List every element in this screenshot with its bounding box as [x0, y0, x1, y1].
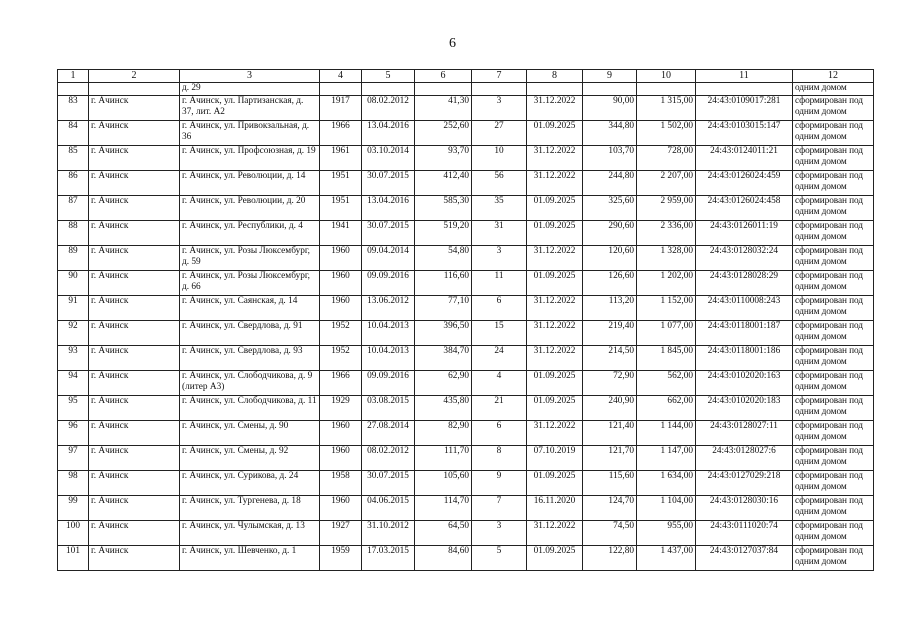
- table-row: [58, 271, 874, 296]
- address-cell: г. Ачинск, ул. Профсоюзная, д. 19: [180, 146, 320, 171]
- cost-cell: 1 502,00: [637, 121, 696, 146]
- deadline-cell: 31.12.2022: [527, 96, 583, 121]
- city-cell: г. Ачинск: [89, 521, 180, 546]
- table-row: [58, 171, 874, 196]
- cadastral-number-cell: 24:43:0126024:459: [696, 171, 793, 196]
- land-area-cell: 126,60: [583, 271, 637, 296]
- area-cell: 54,80: [415, 246, 472, 271]
- table-row: [58, 321, 874, 346]
- residents-cell: 7: [472, 496, 527, 521]
- status-cell: сформирован под одним домом: [793, 271, 874, 296]
- area-cell: 77,10: [415, 296, 472, 321]
- land-area-cell: 214,50: [583, 346, 637, 371]
- land-area-cell: 120,60: [583, 246, 637, 271]
- status-cell: сформирован под одним домом: [793, 496, 874, 521]
- residents-cell: 27: [472, 121, 527, 146]
- deadline-cell: 01.09.2025: [527, 371, 583, 396]
- table-row: [58, 396, 874, 421]
- table-row: [58, 96, 874, 121]
- residents-cell: 31: [472, 221, 527, 246]
- land-area-cell: 122,80: [583, 546, 637, 571]
- table-body: [58, 70, 874, 571]
- address-cell: г. Ачинск, ул. Смены, д. 92: [180, 446, 320, 471]
- land-area-cell: 240,90: [583, 396, 637, 421]
- address-cell: г. Ачинск, ул. Привокзальная, д. 36: [180, 121, 320, 146]
- address-cell: г. Ачинск, ул. Розы Люксембург, д. 59: [180, 246, 320, 271]
- year-built-cell: 1951: [320, 196, 362, 221]
- cost-cell: 1 437,00: [637, 546, 696, 571]
- table-row: [58, 546, 874, 571]
- residents-cell: 35: [472, 196, 527, 221]
- area-cell: 435,80: [415, 396, 472, 421]
- cost-cell: 728,00: [637, 146, 696, 171]
- empty-cell: [320, 83, 362, 96]
- cadastral-number-cell: 24:43:0102020:163: [696, 371, 793, 396]
- row-number-cell: 92: [58, 321, 89, 346]
- area-cell: 93,70: [415, 146, 472, 171]
- city-cell: г. Ачинск: [89, 346, 180, 371]
- area-cell: 105,60: [415, 471, 472, 496]
- city-cell: г. Ачинск: [89, 471, 180, 496]
- deadline-cell: 01.09.2025: [527, 396, 583, 421]
- area-cell: 519,20: [415, 221, 472, 246]
- deadline-cell: 01.09.2025: [527, 121, 583, 146]
- city-cell: г. Ачинск: [89, 96, 180, 121]
- city-cell: г. Ачинск: [89, 246, 180, 271]
- area-cell: 82,90: [415, 421, 472, 446]
- status-cell: сформирован под одним домом: [793, 146, 874, 171]
- date-cell: 13.04.2016: [362, 121, 415, 146]
- date-cell: 30.07.2015: [362, 171, 415, 196]
- status-cell: сформирован под одним домом: [793, 121, 874, 146]
- status-cell: сформирован под одним домом: [793, 246, 874, 271]
- row-number-cell: 99: [58, 496, 89, 521]
- deadline-cell: 16.11.2020: [527, 496, 583, 521]
- cost-cell: 955,00: [637, 521, 696, 546]
- area-cell: 41,30: [415, 96, 472, 121]
- column-number-header: 11: [696, 70, 793, 83]
- status-cell: сформирован под одним домом: [793, 296, 874, 321]
- area-cell: 111,70: [415, 446, 472, 471]
- cost-cell: 2 336,00: [637, 221, 696, 246]
- deadline-cell: 01.09.2025: [527, 196, 583, 221]
- residents-cell: 10: [472, 146, 527, 171]
- row-number-cell: 94: [58, 371, 89, 396]
- land-area-cell: 72,90: [583, 371, 637, 396]
- row-number-cell: 97: [58, 446, 89, 471]
- address-cell: г. Ачинск, ул. Слободчикова, д. 9 (литер А3): [180, 371, 320, 396]
- city-cell: г. Ачинск: [89, 321, 180, 346]
- deadline-cell: 01.09.2025: [527, 271, 583, 296]
- cadastral-number-cell: 24:43:0102020:183: [696, 396, 793, 421]
- date-cell: 13.04.2016: [362, 196, 415, 221]
- date-cell: 04.06.2015: [362, 496, 415, 521]
- land-area-cell: 103,70: [583, 146, 637, 171]
- column-number-header: 6: [415, 70, 472, 83]
- residents-cell: 15: [472, 321, 527, 346]
- city-cell: г. Ачинск: [89, 146, 180, 171]
- status-cell: сформирован под одним домом: [793, 371, 874, 396]
- row-number-cell: 96: [58, 421, 89, 446]
- land-area-cell: 325,60: [583, 196, 637, 221]
- cost-cell: 1 634,00: [637, 471, 696, 496]
- year-built-cell: 1960: [320, 421, 362, 446]
- city-cell: г. Ачинск: [89, 546, 180, 571]
- residents-cell: 5: [472, 546, 527, 571]
- table-row: [58, 421, 874, 446]
- cadastral-number-cell: 24:43:0126011:19: [696, 221, 793, 246]
- row-number-cell: 101: [58, 546, 89, 571]
- cadastral-number-cell: 24:43:0128030:16: [696, 496, 793, 521]
- date-cell: 03.08.2015: [362, 396, 415, 421]
- status-cell: сформирован под одним домом: [793, 96, 874, 121]
- empty-cell: [583, 83, 637, 96]
- cadastral-number-cell: 24:43:0128032:24: [696, 246, 793, 271]
- year-built-cell: 1941: [320, 221, 362, 246]
- address-cell: г. Ачинск, ул. Свердлова, д. 93: [180, 346, 320, 371]
- city-cell: г. Ачинск: [89, 446, 180, 471]
- cadastral-number-cell: 24:43:0109017:281: [696, 96, 793, 121]
- deadline-cell: 31.12.2022: [527, 246, 583, 271]
- deadline-cell: 31.12.2022: [527, 346, 583, 371]
- column-number-header: 10: [637, 70, 696, 83]
- deadline-cell: 31.12.2022: [527, 171, 583, 196]
- date-cell: 31.10.2012: [362, 521, 415, 546]
- date-cell: 17.03.2015: [362, 546, 415, 571]
- cost-cell: 1 104,00: [637, 496, 696, 521]
- column-number-header: 4: [320, 70, 362, 83]
- year-built-cell: 1960: [320, 246, 362, 271]
- deadline-cell: 31.12.2022: [527, 296, 583, 321]
- date-cell: 08.02.2012: [362, 96, 415, 121]
- year-built-cell: 1960: [320, 496, 362, 521]
- city-cell: г. Ачинск: [89, 421, 180, 446]
- residents-cell: 3: [472, 96, 527, 121]
- table-row: [58, 196, 874, 221]
- land-area-cell: 244,80: [583, 171, 637, 196]
- year-built-cell: 1966: [320, 121, 362, 146]
- cost-cell: 662,00: [637, 396, 696, 421]
- cadastral-number-cell: 24:43:0103015:147: [696, 121, 793, 146]
- year-built-cell: 1951: [320, 171, 362, 196]
- row-number-cell: 93: [58, 346, 89, 371]
- land-area-cell: 290,60: [583, 221, 637, 246]
- status-cell: сформирован под одним домом: [793, 396, 874, 421]
- residents-cell: 8: [472, 446, 527, 471]
- land-area-cell: 74,50: [583, 521, 637, 546]
- table-row: [58, 221, 874, 246]
- address-cell: г. Ачинск, ул. Чулымская, д. 13: [180, 521, 320, 546]
- year-built-cell: 1960: [320, 446, 362, 471]
- deadline-cell: 31.12.2022: [527, 146, 583, 171]
- city-cell: г. Ачинск: [89, 196, 180, 221]
- residents-cell: 6: [472, 421, 527, 446]
- deadline-cell: 01.09.2025: [527, 471, 583, 496]
- land-area-cell: 121,70: [583, 446, 637, 471]
- area-cell: 412,40: [415, 171, 472, 196]
- row-number-cell: 91: [58, 296, 89, 321]
- status-continuation-cell: одним домом: [793, 83, 874, 96]
- row-number-cell: 89: [58, 246, 89, 271]
- cadastral-number-cell: 24:43:0127037:84: [696, 546, 793, 571]
- city-cell: г. Ачинск: [89, 121, 180, 146]
- city-cell: г. Ачинск: [89, 271, 180, 296]
- year-built-cell: 1961: [320, 146, 362, 171]
- year-built-cell: 1966: [320, 371, 362, 396]
- cost-cell: 2 207,00: [637, 171, 696, 196]
- deadline-cell: 31.12.2022: [527, 421, 583, 446]
- column-number-header-row: [58, 70, 874, 83]
- row-number-cell: 100: [58, 521, 89, 546]
- year-built-cell: 1960: [320, 296, 362, 321]
- status-cell: сформирован под одним домом: [793, 221, 874, 246]
- cost-cell: 1 147,00: [637, 446, 696, 471]
- residents-cell: 3: [472, 246, 527, 271]
- empty-cell: [472, 83, 527, 96]
- year-built-cell: 1959: [320, 546, 362, 571]
- status-cell: сформирован под одним домом: [793, 471, 874, 496]
- area-cell: 396,50: [415, 321, 472, 346]
- column-number-header: 3: [180, 70, 320, 83]
- cadastral-number-cell: 24:43:0124011:21: [696, 146, 793, 171]
- column-number-header: 2: [89, 70, 180, 83]
- column-number-header: 8: [527, 70, 583, 83]
- date-cell: 09.04.2014: [362, 246, 415, 271]
- city-cell: г. Ачинск: [89, 496, 180, 521]
- empty-cell: [696, 83, 793, 96]
- row-number-cell: 85: [58, 146, 89, 171]
- year-built-cell: 1958: [320, 471, 362, 496]
- cost-cell: 1 202,00: [637, 271, 696, 296]
- column-number-header: 12: [793, 70, 874, 83]
- city-cell: г. Ачинск: [89, 221, 180, 246]
- status-cell: сформирован под одним домом: [793, 521, 874, 546]
- status-cell: сформирован под одним домом: [793, 546, 874, 571]
- city-cell: г. Ачинск: [89, 371, 180, 396]
- date-cell: 13.06.2012: [362, 296, 415, 321]
- address-cell: г. Ачинск, ул. Тургенева, д. 18: [180, 496, 320, 521]
- table-row: [58, 296, 874, 321]
- empty-cell: [527, 83, 583, 96]
- deadline-cell: 31.12.2022: [527, 521, 583, 546]
- area-cell: 114,70: [415, 496, 472, 521]
- row-number-cell: 98: [58, 471, 89, 496]
- year-built-cell: 1929: [320, 396, 362, 421]
- table-row: [58, 121, 874, 146]
- row-number-cell: 95: [58, 396, 89, 421]
- cost-cell: 562,00: [637, 371, 696, 396]
- cadastral-number-cell: 24:43:0127029:218: [696, 471, 793, 496]
- address-cell: г. Ачинск, ул. Саянская, д. 14: [180, 296, 320, 321]
- table-row: [58, 371, 874, 396]
- column-number-header: 9: [583, 70, 637, 83]
- address-cell: г. Ачинск, ул. Партизанская, д. 37, лит. А2: [180, 96, 320, 121]
- area-cell: 64,50: [415, 521, 472, 546]
- area-cell: 62,90: [415, 371, 472, 396]
- status-cell: сформирован под одним домом: [793, 321, 874, 346]
- housing-registry-table: [57, 69, 874, 571]
- address-cell: г. Ачинск, ул. Розы Люксембург, д. 66: [180, 271, 320, 296]
- table-row: [58, 246, 874, 271]
- land-area-cell: 219,40: [583, 321, 637, 346]
- city-cell: г. Ачинск: [89, 171, 180, 196]
- empty-cell: [637, 83, 696, 96]
- cost-cell: 2 959,00: [637, 196, 696, 221]
- address-cell: г. Ачинск, ул. Сурикова, д. 24: [180, 471, 320, 496]
- row-number-cell: 83: [58, 96, 89, 121]
- status-cell: сформирован под одним домом: [793, 196, 874, 221]
- address-cell: г. Ачинск, ул. Шевченко, д. 1: [180, 546, 320, 571]
- cadastral-number-cell: 24:43:0128027:11: [696, 421, 793, 446]
- area-cell: 585,30: [415, 196, 472, 221]
- date-cell: 30.07.2015: [362, 471, 415, 496]
- residents-cell: 24: [472, 346, 527, 371]
- land-area-cell: 124,70: [583, 496, 637, 521]
- deadline-cell: 01.09.2025: [527, 221, 583, 246]
- area-cell: 116,60: [415, 271, 472, 296]
- land-area-cell: 121,40: [583, 421, 637, 446]
- cadastral-number-cell: 24:43:0128027:6: [696, 446, 793, 471]
- area-cell: 252,60: [415, 121, 472, 146]
- residents-cell: 3: [472, 521, 527, 546]
- cadastral-number-cell: 24:43:0126024:458: [696, 196, 793, 221]
- year-built-cell: 1960: [320, 271, 362, 296]
- cost-cell: 1 152,00: [637, 296, 696, 321]
- cost-cell: 1 077,00: [637, 321, 696, 346]
- status-cell: сформирован под одним домом: [793, 421, 874, 446]
- cadastral-number-cell: 24:43:0110008:243: [696, 296, 793, 321]
- row-number-cell: 90: [58, 271, 89, 296]
- date-cell: 10.04.2013: [362, 346, 415, 371]
- city-cell: г. Ачинск: [89, 296, 180, 321]
- cost-cell: 1 144,00: [637, 421, 696, 446]
- address-cell: г. Ачинск, ул. Смены, д. 90: [180, 421, 320, 446]
- residents-cell: 21: [472, 396, 527, 421]
- continuation-row: [58, 83, 874, 96]
- cost-cell: 1 328,00: [637, 246, 696, 271]
- status-cell: сформирован под одним домом: [793, 346, 874, 371]
- row-number-cell: 86: [58, 171, 89, 196]
- cadastral-number-cell: 24:43:0118001:187: [696, 321, 793, 346]
- row-number-cell: 88: [58, 221, 89, 246]
- address-continuation-cell: д. 29: [180, 83, 320, 96]
- land-area-cell: 90,00: [583, 96, 637, 121]
- residents-cell: 6: [472, 296, 527, 321]
- status-cell: сформирован под одним домом: [793, 171, 874, 196]
- table-row: [58, 471, 874, 496]
- year-built-cell: 1917: [320, 96, 362, 121]
- date-cell: 09.09.2016: [362, 271, 415, 296]
- date-cell: 03.10.2014: [362, 146, 415, 171]
- area-cell: 384,70: [415, 346, 472, 371]
- page-number: 6: [449, 36, 456, 51]
- empty-cell: [362, 83, 415, 96]
- date-cell: 09.09.2016: [362, 371, 415, 396]
- land-area-cell: 113,20: [583, 296, 637, 321]
- column-number-header: 7: [472, 70, 527, 83]
- empty-cell: [89, 83, 180, 96]
- row-number-cell: 84: [58, 121, 89, 146]
- empty-cell: [58, 83, 89, 96]
- cadastral-number-cell: 24:43:0118001:186: [696, 346, 793, 371]
- address-cell: г. Ачинск, ул. Революции, д. 20: [180, 196, 320, 221]
- address-cell: г. Ачинск, ул. Революции, д. 14: [180, 171, 320, 196]
- column-number-header: 1: [58, 70, 89, 83]
- row-number-cell: 87: [58, 196, 89, 221]
- table-row: [58, 496, 874, 521]
- year-built-cell: 1952: [320, 346, 362, 371]
- residents-cell: 11: [472, 271, 527, 296]
- land-area-cell: 344,80: [583, 121, 637, 146]
- empty-cell: [415, 83, 472, 96]
- deadline-cell: 07.10.2019: [527, 446, 583, 471]
- table-row: [58, 446, 874, 471]
- cadastral-number-cell: 24:43:0128028:29: [696, 271, 793, 296]
- date-cell: 27.08.2014: [362, 421, 415, 446]
- status-cell: сформирован под одним домом: [793, 446, 874, 471]
- cost-cell: 1 315,00: [637, 96, 696, 121]
- date-cell: 30.07.2015: [362, 221, 415, 246]
- residents-cell: 56: [472, 171, 527, 196]
- address-cell: г. Ачинск, ул. Республики, д. 4: [180, 221, 320, 246]
- table-row: [58, 521, 874, 546]
- year-built-cell: 1952: [320, 321, 362, 346]
- address-cell: г. Ачинск, ул. Слободчикова, д. 11: [180, 396, 320, 421]
- cadastral-number-cell: 24:43:0111020:74: [696, 521, 793, 546]
- residents-cell: 9: [472, 471, 527, 496]
- cost-cell: 1 845,00: [637, 346, 696, 371]
- land-area-cell: 115,60: [583, 471, 637, 496]
- year-built-cell: 1927: [320, 521, 362, 546]
- date-cell: 10.04.2013: [362, 321, 415, 346]
- deadline-cell: 01.09.2025: [527, 546, 583, 571]
- address-cell: г. Ачинск, ул. Свердлова, д. 91: [180, 321, 320, 346]
- area-cell: 84,60: [415, 546, 472, 571]
- city-cell: г. Ачинск: [89, 396, 180, 421]
- column-number-header: 5: [362, 70, 415, 83]
- table-row: [58, 146, 874, 171]
- date-cell: 08.02.2012: [362, 446, 415, 471]
- deadline-cell: 31.12.2022: [527, 321, 583, 346]
- residents-cell: 4: [472, 371, 527, 396]
- table-row: [58, 346, 874, 371]
